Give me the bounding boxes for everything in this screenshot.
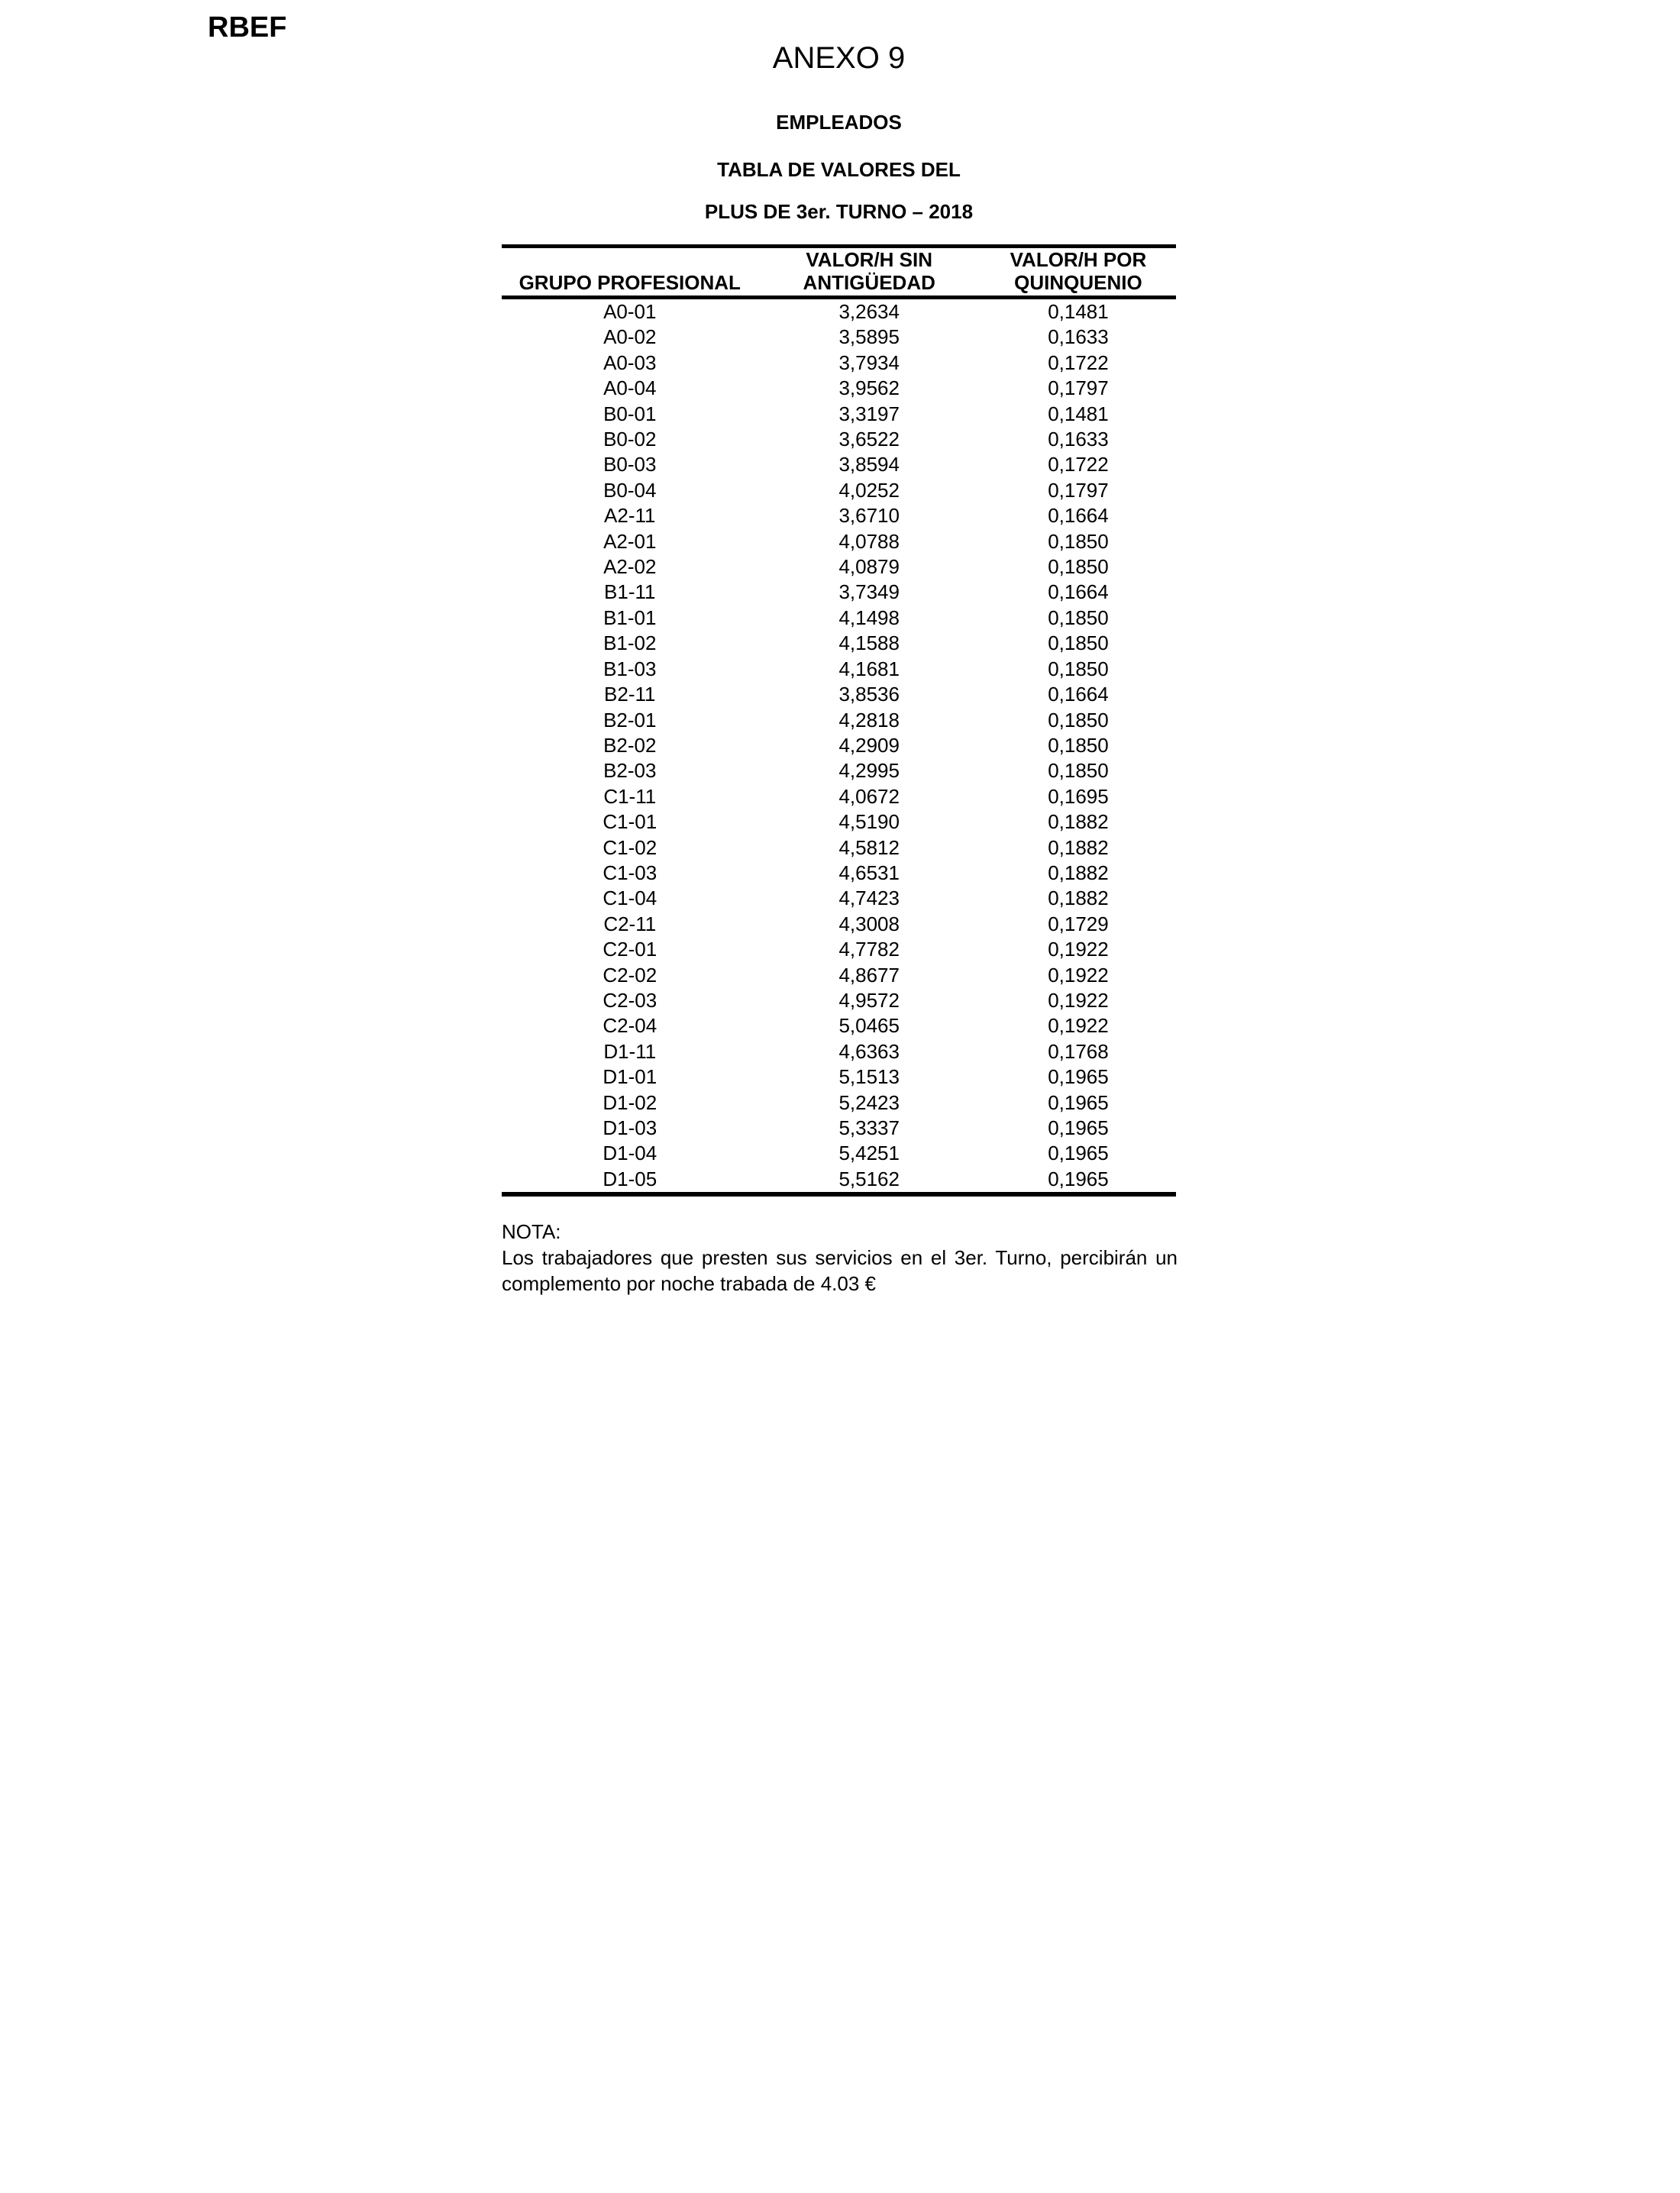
table-cell-sin: 4,8677 xyxy=(838,963,900,987)
table-row xyxy=(502,758,1176,783)
table-cell-quin: 0,1850 xyxy=(1048,529,1109,553)
table-cell-quin: 0,1481 xyxy=(1048,402,1109,425)
table-cell-grupo: A0-02 xyxy=(603,325,657,349)
table-cell-grupo: B1-03 xyxy=(603,657,657,680)
header-line: VALOR/H SIN xyxy=(806,248,933,271)
subtitle-empleados: EMPLEADOS xyxy=(776,111,902,134)
table-cell-grupo: A2-01 xyxy=(603,529,657,553)
table-cell-quin: 0,1797 xyxy=(1048,376,1109,400)
table-cell-sin: 3,8594 xyxy=(838,453,900,476)
table-cell-sin: 3,8536 xyxy=(838,683,900,706)
table-cell-grupo: B2-03 xyxy=(603,759,657,783)
table-row xyxy=(502,554,1176,580)
table-cell-grupo: D1-01 xyxy=(603,1065,657,1089)
table-cell-quin: 0,1664 xyxy=(1048,683,1109,706)
table-cell-quin: 0,1965 xyxy=(1048,1167,1109,1190)
table-row xyxy=(502,733,1176,758)
table-cell-grupo: D1-05 xyxy=(603,1167,657,1190)
table-cell-grupo: A0-03 xyxy=(603,350,657,374)
corner-label: RBEF xyxy=(208,11,287,44)
table-row xyxy=(502,963,1176,988)
table-cell-quin: 0,1722 xyxy=(1048,350,1109,374)
table-row xyxy=(502,529,1176,554)
table-cell-sin: 5,5162 xyxy=(838,1167,900,1190)
table-cell-sin: 4,2909 xyxy=(838,733,900,757)
table-cell-quin: 0,1695 xyxy=(1048,784,1109,808)
table-cell-quin: 0,1850 xyxy=(1048,657,1109,680)
table-cell-grupo: C1-01 xyxy=(603,810,657,834)
table-cell-grupo: C1-11 xyxy=(603,784,657,808)
table-cell-sin: 4,6363 xyxy=(838,1039,900,1063)
table-cell-grupo: B2-01 xyxy=(603,708,657,732)
table-row xyxy=(502,682,1176,707)
table-cell-grupo: D1-04 xyxy=(603,1142,657,1165)
subtitle-tabla-de-valores: TABLA DE VALORES DEL xyxy=(717,158,961,181)
subtitle-plus-turno: PLUS DE 3er. TURNO – 2018 xyxy=(704,200,974,223)
table-cell-quin: 0,1922 xyxy=(1048,963,1109,987)
table-row xyxy=(502,657,1176,682)
table-cell-sin: 4,0879 xyxy=(838,555,900,579)
table-cell-quin: 0,1922 xyxy=(1048,988,1109,1012)
table-cell-grupo: B0-03 xyxy=(603,453,657,476)
note-label: NOTA: xyxy=(502,1220,561,1243)
header-line: QUINQUENIO xyxy=(1014,271,1142,294)
note-line-1: Los trabajadores que presten sus servicios en el 3er. Turno, percibirán un xyxy=(502,1246,1178,1269)
table-cell-sin: 4,5812 xyxy=(838,835,900,859)
table-cell-grupo: A0-04 xyxy=(603,376,657,400)
page-title: ANEXO 9 xyxy=(772,41,906,75)
table-cell-quin: 0,1850 xyxy=(1048,631,1109,655)
table-cell-sin: 4,0252 xyxy=(838,478,900,502)
table-header-row xyxy=(502,247,1176,298)
table-cell-grupo: C2-01 xyxy=(603,938,657,961)
table-row xyxy=(502,631,1176,656)
table-row xyxy=(502,1167,1176,1194)
table-cell-sin: 3,7349 xyxy=(838,580,900,604)
table-cell-quin: 0,1850 xyxy=(1048,708,1109,732)
table-row xyxy=(502,784,1176,809)
table-cell-grupo: B1-02 xyxy=(603,631,657,655)
table-cell-grupo: A2-02 xyxy=(603,555,657,579)
table-row xyxy=(502,298,1176,325)
column-header-grupo-profesional: GRUPO PROFESIONAL xyxy=(502,247,758,298)
table-row xyxy=(502,912,1176,937)
table-row xyxy=(502,1064,1176,1090)
table-cell-sin: 3,2634 xyxy=(838,300,900,323)
table-cell-sin: 3,3197 xyxy=(838,402,900,425)
table-cell-quin: 0,1882 xyxy=(1048,887,1109,910)
table-cell-grupo: A2-11 xyxy=(604,504,656,528)
table-cell-quin: 0,1965 xyxy=(1048,1065,1109,1089)
table-cell-sin: 5,1513 xyxy=(838,1065,900,1089)
table-cell-quin: 0,1729 xyxy=(1048,912,1109,935)
table-row xyxy=(502,1141,1176,1166)
values-table xyxy=(502,244,1176,1197)
table-row xyxy=(502,402,1176,427)
table-row xyxy=(502,1090,1176,1116)
table-cell-grupo: C2-11 xyxy=(603,912,657,935)
table-cell-quin: 0,1633 xyxy=(1048,325,1109,349)
table-cell-sin: 3,7934 xyxy=(838,350,900,374)
table-cell-quin: 0,1850 xyxy=(1048,733,1109,757)
table-cell-grupo: D1-11 xyxy=(603,1039,657,1063)
table-cell-grupo: C2-02 xyxy=(603,963,657,987)
table-cell-grupo: B2-11 xyxy=(604,683,656,706)
note-block xyxy=(502,1219,1178,1297)
table-row xyxy=(502,937,1176,962)
table-row xyxy=(502,835,1176,861)
table-cell-grupo: D1-03 xyxy=(603,1116,657,1139)
table-cell-quin: 0,1850 xyxy=(1048,606,1109,629)
table-cell-sin: 4,2818 xyxy=(838,708,900,732)
table-cell-grupo: B2-02 xyxy=(603,733,657,757)
table-row xyxy=(502,325,1176,350)
table-cell-quin: 0,1850 xyxy=(1048,759,1109,783)
table-cell-grupo: C1-02 xyxy=(603,835,657,859)
table-cell-quin: 0,1965 xyxy=(1048,1142,1109,1165)
table-row xyxy=(502,809,1176,835)
table-cell-sin: 5,0465 xyxy=(838,1014,900,1038)
table-cell-grupo: A0-01 xyxy=(603,300,657,323)
table-cell-grupo: B0-01 xyxy=(603,402,657,425)
table-cell-quin: 0,1882 xyxy=(1048,835,1109,859)
table-cell-grupo: B1-01 xyxy=(603,606,657,629)
table-cell-grupo: C1-03 xyxy=(603,861,657,884)
table-cell-sin: 4,9572 xyxy=(838,988,900,1012)
table-cell-quin: 0,1722 xyxy=(1048,453,1109,476)
table-cell-sin: 4,6531 xyxy=(838,861,900,884)
table-cell-quin: 0,1768 xyxy=(1048,1039,1109,1063)
table-row xyxy=(502,376,1176,401)
table-row xyxy=(502,886,1176,911)
table-row xyxy=(502,606,1176,631)
table-row xyxy=(502,427,1176,452)
table-row xyxy=(502,1013,1176,1038)
header-line: VALOR/H POR xyxy=(1010,248,1147,271)
table-cell-quin: 0,1882 xyxy=(1048,861,1109,884)
table-cell-sin: 5,4251 xyxy=(838,1142,900,1165)
table-row xyxy=(502,1116,1176,1141)
table-cell-sin: 4,0672 xyxy=(838,784,900,808)
table-cell-sin: 4,1681 xyxy=(838,657,900,680)
table-body xyxy=(502,298,1176,1195)
table-cell-sin: 4,3008 xyxy=(838,912,900,935)
table-cell-grupo: C1-04 xyxy=(603,887,657,910)
table-cell-sin: 3,5895 xyxy=(838,325,900,349)
table-row xyxy=(502,580,1176,605)
table-cell-grupo: D1-02 xyxy=(603,1090,657,1114)
table-cell-grupo: C2-03 xyxy=(603,988,657,1012)
table-row xyxy=(502,1039,1176,1064)
table-cell-quin: 0,1633 xyxy=(1048,428,1109,451)
table-row xyxy=(502,861,1176,886)
table-cell-quin: 0,1664 xyxy=(1048,504,1109,528)
table-cell-quin: 0,1481 xyxy=(1048,300,1109,323)
table-cell-quin: 0,1664 xyxy=(1048,580,1109,604)
table-row xyxy=(502,988,1176,1013)
table-cell-sin: 3,6522 xyxy=(838,428,900,451)
table-cell-grupo: B0-02 xyxy=(603,428,657,451)
table-cell-sin: 5,3337 xyxy=(838,1116,900,1139)
table-row xyxy=(502,452,1176,477)
table-cell-quin: 0,1922 xyxy=(1048,1014,1109,1038)
table-cell-sin: 4,2995 xyxy=(838,759,900,783)
table-cell-sin: 4,7782 xyxy=(838,938,900,961)
table-cell-grupo: B0-04 xyxy=(603,478,657,502)
table-row xyxy=(502,708,1176,733)
table-cell-quin: 0,1965 xyxy=(1048,1116,1109,1139)
table-cell-sin: 4,7423 xyxy=(838,887,900,910)
column-header-valor-sin-antiguedad xyxy=(758,247,981,298)
header-line: ANTIGÜEDAD xyxy=(803,271,935,294)
table-cell-grupo: B1-11 xyxy=(604,580,656,604)
table-cell-quin: 0,1850 xyxy=(1048,555,1109,579)
table-row xyxy=(502,478,1176,503)
table-row xyxy=(502,350,1176,376)
column-header-valor-por-quinquenio xyxy=(981,247,1176,298)
table-cell-sin: 4,1498 xyxy=(838,606,900,629)
table-cell-quin: 0,1922 xyxy=(1048,938,1109,961)
table-cell-sin: 3,6710 xyxy=(838,504,900,528)
table-cell-sin: 4,0788 xyxy=(838,529,900,553)
note-line-2: complemento por noche trabada de 4.03 € xyxy=(502,1272,877,1295)
table-cell-sin: 5,2423 xyxy=(838,1090,900,1114)
table-row xyxy=(502,503,1176,528)
table-cell-grupo: C2-04 xyxy=(603,1014,657,1038)
table-cell-quin: 0,1965 xyxy=(1048,1090,1109,1114)
table-cell-sin: 3,9562 xyxy=(838,376,900,400)
table-cell-quin: 0,1797 xyxy=(1048,478,1109,502)
table-cell-sin: 4,5190 xyxy=(838,810,900,834)
table-cell-sin: 4,1588 xyxy=(838,631,900,655)
table-cell-quin: 0,1882 xyxy=(1048,810,1109,834)
